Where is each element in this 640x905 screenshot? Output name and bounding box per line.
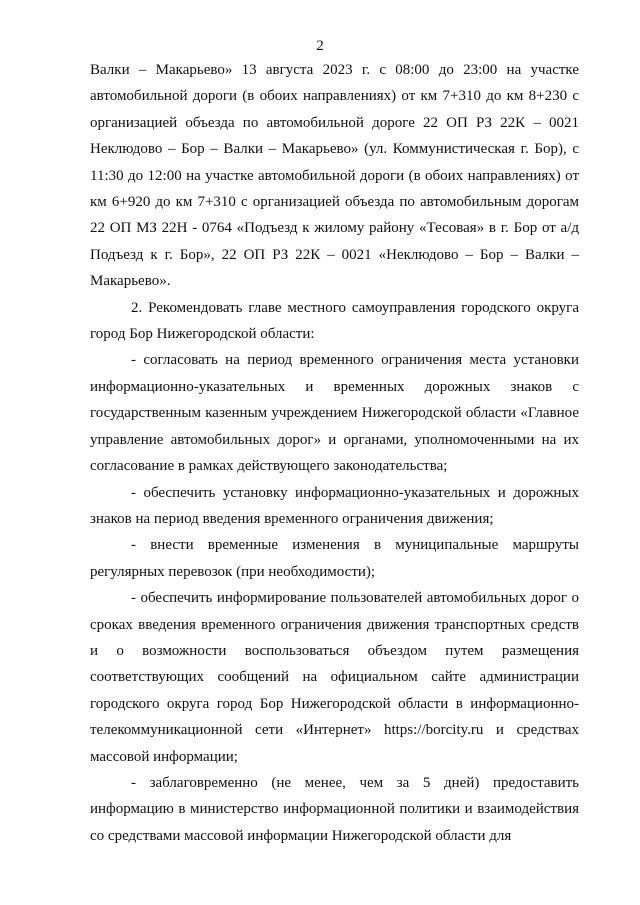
paragraph-sub-inform: - обеспечить информирование пользователей автомобильных дорог о сроках введения временного ограничения движения транспортных средств и о возможности воспользоваться объездом путем размещения соответствующих сообщений на официальном сайте администрации городского округа город Бор Нижегородской области в информационно-телекоммуникационной сети «Интернет» https://borcity.ru и средствах массовой информации; [90, 590, 579, 765]
paragraph-sub-routes: - внести временные изменения в муниципальные маршруты регулярных перевозок (при необходимости); [90, 537, 579, 580]
page-number: 2 [316, 38, 324, 54]
paragraph-sub-install: - обеспечить установку информационно-указательных и дорожных знаков на период введения временного ограничения движения; [90, 484, 579, 527]
paragraph-item-2: 2. Рекомендовать главе местного самоуправления городского округа город Бор Нижегородской области: [90, 299, 579, 343]
paragraph-sub-agree: - согласовать на период временного ограничения места установки информационно-указательных и временных дорожных знаков с государственным казенным учреждением Нижегородской области «Главное управление автомобильных дорог» и органами, уполномоченными на их согласование в рамках действующего законодательства; [90, 352, 579, 475]
document-body [90, 57, 579, 849]
paragraph-sub-advance: - заблаговременно (не менее, чем за 5 дней) предоставить информацию в министерство информационной политики и взаимодействия со средствами массовой информации Нижегородской области для [90, 774, 579, 844]
paragraph-continuation: Валки – Макарьево» 13 августа 2023 г. с 08:00 до 23:00 на участке автомобильной дороги (в обоих направлениях) от км 7+310 до км 8+230 с организацией объезда по автомобильной дороге 22 ОП РЗ 22К – 0021 Неклюдово – Бор – Валки – Макарьево» (ул. Коммунистическая г. Бор), с 11:30 до 12:00 на участке автомобильной дороги (в обоих направлениях) от км 6+920 до км 7+310 с организацией объезда по автомобильным дорогам 22 ОП МЗ 22Н - 0764 «Подъезд к жилому району «Тесовая» в г. Бор от а/д Подъезд к г. Бор», 22 ОП РЗ 22К – 0021 «Неклюдово – Бор – Валки – Макарьево». [90, 62, 579, 290]
